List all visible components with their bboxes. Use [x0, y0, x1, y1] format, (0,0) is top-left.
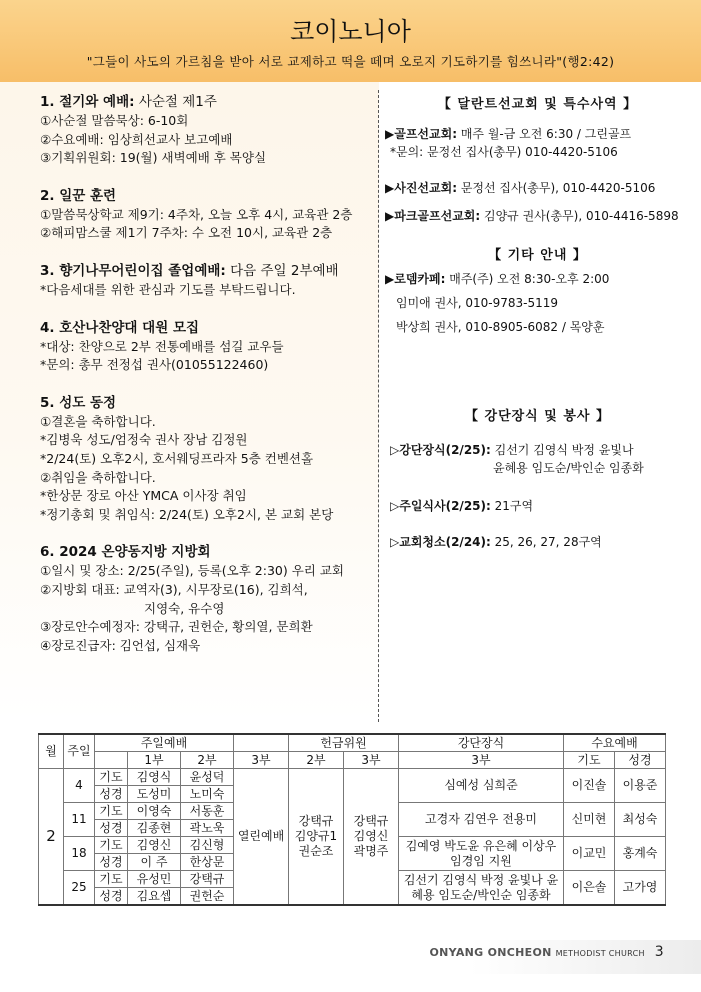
table-cell: 성경 — [95, 888, 128, 906]
column-header: 3부 — [344, 752, 399, 769]
list-item: *한상문 장로 아산 YMCA 이사장 취임 — [40, 488, 247, 504]
table-cell: 고경자 김연우 전용미 — [399, 803, 564, 837]
section-choir — [40, 319, 376, 375]
table-cell: 기도 — [95, 769, 128, 786]
table-header-row — [39, 734, 666, 752]
list-item: 임미애 권사, 010-9783-5119 — [396, 296, 559, 310]
table-cell: 강택규 김양규1 권순조 — [289, 769, 344, 906]
list-item: ②취임을 축하합니다. — [40, 469, 156, 485]
column-header: 성경 — [615, 752, 666, 769]
column-header: 2부 — [289, 752, 344, 769]
column-header: 헌금위원 — [289, 734, 399, 752]
table-cell: 성경 — [95, 854, 128, 871]
list-item: *대상: 찬양으로 2부 전통예배를 섬길 교우들 — [40, 338, 284, 354]
table-cell: 한상문 — [181, 854, 234, 871]
page-footer — [429, 944, 664, 960]
list-item: ▶사진선교회: 문정선 집사(총무), 010-4420-5106 — [385, 181, 656, 195]
table-cell: 신미현 — [564, 803, 615, 837]
table-cell: 권헌순 — [181, 888, 234, 906]
table-row — [39, 769, 666, 786]
list-item: ①일시 및 장소: 2/25(주일), 등록(오후 2:30) 우리 교회 — [40, 563, 344, 579]
column-header: 기도 — [564, 752, 615, 769]
section-heading: 【 강단장식 및 봉사 】 — [464, 409, 610, 424]
column-header: 주일예배 — [95, 734, 234, 752]
column-header: 주일 — [64, 734, 95, 769]
church-name: ONYANG ONCHEON — [429, 946, 552, 959]
table-cell: 이용준 — [615, 769, 666, 803]
section-graduation — [40, 262, 376, 300]
table-cell: 성경 — [95, 820, 128, 837]
section-heading: 6. 2024 온양동지방 지방회 — [40, 544, 211, 561]
table-cell: 이 주 — [128, 854, 181, 871]
column-header: 2부 — [181, 752, 234, 769]
list-item: ②지방회 대표: 교역자(3), 시무장로(16), 김희석, — [40, 581, 308, 597]
list-item: 박상희 권사, 010-8905-6082 / 목양훈 — [396, 320, 605, 334]
column-header: 3부 — [234, 752, 289, 769]
table-cell: 김신형 — [181, 837, 234, 854]
page-number: 3 — [654, 944, 664, 960]
list-item: ①말씀묵상학교 제9기: 4주차, 오늘 오후 4시, 교육관 2층 — [40, 206, 353, 222]
table-cell: 이영숙 — [128, 803, 181, 820]
ministry-column — [385, 93, 690, 554]
list-item: ③기획위원회: 19(월) 새벽예배 후 목양실 — [40, 150, 267, 166]
section-heading-sub: 다음 주일 2부예배 — [225, 262, 339, 279]
table-cell: 심예성 심희준 — [399, 769, 564, 803]
column-header: 3부 — [399, 752, 564, 769]
table-cell: 이교민 — [564, 837, 615, 871]
table-cell: 노미숙 — [181, 786, 234, 803]
table-cell: 강택규 김영신 곽명주 — [344, 769, 399, 906]
announcements-column — [40, 93, 376, 674]
table-cell: 도성미 — [128, 786, 181, 803]
list-item: *김병욱 성도/엄정숙 권사 장남 김정원 — [40, 432, 248, 448]
list-item: ▷주일식사(2/25): 21구역 — [390, 499, 534, 513]
list-item: ④장로진급자: 김언섭, 심재욱 — [40, 637, 201, 653]
table-cell: 최성숙 — [615, 803, 666, 837]
list-item: ▶파크골프선교회: 김양규 권사(총무), 010-4416-5898 — [385, 209, 679, 223]
section-heading: 【 기타 안내 】 — [488, 248, 587, 263]
table-cell: 유성민 — [128, 871, 181, 888]
list-item: *다음세대를 위한 관심과 기도를 부탁드립니다. — [40, 281, 296, 297]
table-cell: 성경 — [95, 786, 128, 803]
table-cell: 25 — [64, 871, 95, 906]
section-heading: 5. 성도 동정 — [40, 394, 117, 411]
list-item: 지영숙, 유수영 — [144, 600, 225, 616]
table-cell: 김선기 김영식 박정 윤빛나 윤혜용 임도순/박인순 임종화 — [399, 871, 564, 906]
list-item: *문의: 문정선 집사(총무) 010-4420-5106 — [390, 145, 618, 159]
table-cell: 서동훈 — [181, 803, 234, 820]
table-cell: 윤성덕 — [181, 769, 234, 786]
table-cell: 이은솔 — [564, 871, 615, 906]
list-item: ▶골프선교회: 매주 월-금 오전 6:30 / 그린골프 — [385, 127, 632, 141]
list-item: ▷강단장식(2/25): 김선기 김영식 박정 윤빛나 — [390, 443, 634, 457]
section-heading-sub: 사순절 제1주 — [134, 94, 217, 110]
section-heading: 3. 향기나무어린이집 졸업예배: — [40, 262, 226, 279]
table-cell: 곽노욱 — [181, 820, 234, 837]
church-subtitle: METHODIST CHURCH — [555, 949, 645, 958]
section-member-news — [40, 394, 376, 525]
section-worship — [40, 93, 376, 168]
table-cell: 4 — [64, 769, 95, 803]
list-item: ②해피맘스쿨 제1기 7주차: 수 오전 10시, 교육관 2층 — [40, 225, 333, 241]
section-heading: 4. 호산나찬양대 대원 모집 — [40, 319, 200, 336]
service-schedule-table — [38, 733, 666, 906]
column-header: 수요예배 — [564, 734, 666, 752]
list-item: ▶로뎀카페: 매주(주) 오전 8:30-오후 2:00 — [385, 272, 610, 286]
table-header-row — [39, 752, 666, 769]
section-district-conference — [40, 543, 376, 655]
list-item: ②수요예배: 임상희선교사 보고예배 — [40, 131, 233, 147]
column-divider — [378, 90, 379, 722]
scripture-motto: "그들이 사도의 가르침을 받아 서로 교제하고 떡을 떼며 오로지 기도하기를 힘쓰니라"(행2:42) — [86, 54, 615, 69]
list-item: ▷교회청소(2/24): 25, 26, 27, 28구역 — [390, 535, 602, 549]
table-cell: 강택규 — [181, 871, 234, 888]
section-heading: 1. 절기와 예배: — [40, 94, 135, 110]
table-cell: 열린예배 — [234, 769, 289, 906]
table-cell: 기도 — [95, 871, 128, 888]
column-header: 강단장식 — [399, 734, 564, 752]
table-cell: 기도 — [95, 837, 128, 854]
list-item: 윤혜용 임도순/박인순 임종화 — [493, 461, 644, 475]
section-training — [40, 187, 376, 243]
list-item: ①결혼을 축하합니다. — [40, 413, 156, 429]
table-cell: 이진솔 — [564, 769, 615, 803]
list-item: *정기총회 및 취임식: 2/24(토) 오후2시, 본 교회 본당 — [40, 506, 334, 522]
table-cell: 김종현 — [128, 820, 181, 837]
table-cell: 김예영 박도윤 유은혜 이상우 임경임 지원 — [399, 837, 564, 871]
table-cell: 11 — [64, 803, 95, 837]
section-heading: 2. 일꾼 훈련 — [40, 187, 117, 204]
table-cell: 18 — [64, 837, 95, 871]
table-cell: 고가영 — [615, 871, 666, 906]
table-cell: 2 — [39, 769, 64, 906]
list-item: *문의: 총무 전정섭 권사(01055122460) — [40, 357, 269, 373]
list-item: ①사순절 말씀묵상: 6-10회 — [40, 113, 189, 128]
table-cell: 김요셉 — [128, 888, 181, 906]
page-title: 코이노니아 — [290, 17, 411, 46]
column-header: 1부 — [128, 752, 181, 769]
section-heading: 【 달란트선교회 및 특수사역 】 — [437, 97, 638, 112]
list-item: ③장로안수예정자: 강택규, 권헌순, 황의열, 문희환 — [40, 619, 313, 635]
column-header: 월 — [39, 734, 64, 769]
table-cell: 김영식 — [128, 769, 181, 786]
table-cell: 기도 — [95, 803, 128, 820]
list-item: *2/24(토) 오후2시, 호서웨딩프라자 5층 컨벤션홀 — [40, 450, 314, 466]
table-cell: 김영신 — [128, 837, 181, 854]
table-cell: 홍계숙 — [615, 837, 666, 871]
